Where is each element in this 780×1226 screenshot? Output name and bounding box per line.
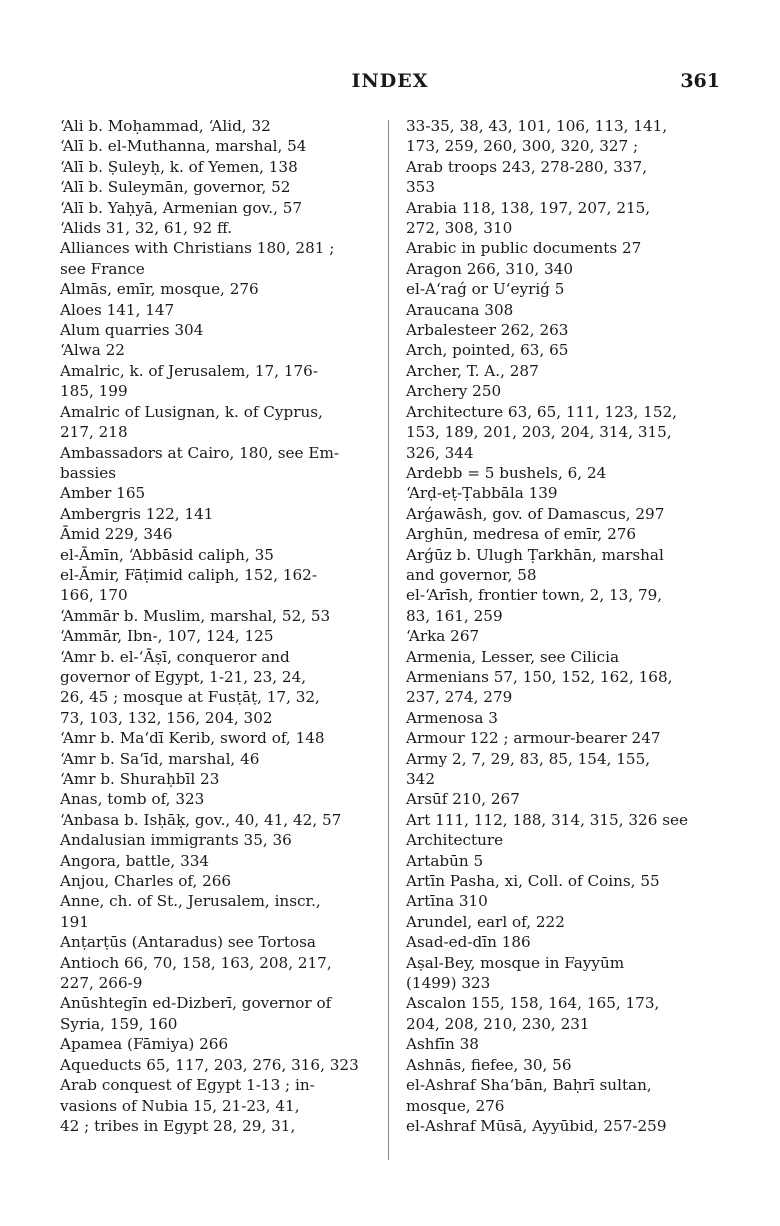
index-line: vasions of Nubia 15, 21-23, 41, (60, 1096, 300, 1115)
index-line: 326, 344 (406, 443, 474, 462)
index-line: Arab conquest of Egypt 1-13 ; in- (60, 1076, 315, 1095)
index-column-right (406, 116, 724, 1136)
index-line: Art 111, 112, 188, 314, 315, 326 see (406, 810, 688, 829)
index-line: Amalric of Lusignan, k. of Cyprus, (60, 402, 323, 421)
index-line: el-Aʻraǵ or Uʻeyriǵ 5 (406, 280, 565, 299)
index-line: Angora, battle, 334 (60, 851, 210, 870)
index-line: 173, 259, 260, 300, 320, 327 ; (406, 137, 639, 156)
index-line: el-Āmīn, ʻAbbāsid caliph, 35 (60, 545, 274, 564)
index-line: 185, 199 (60, 382, 128, 401)
index-line: 272, 308, 310 (406, 219, 513, 238)
index-line: ʻAlī b. Ṣuleyḥ, k. of Yemen, 138 (60, 157, 298, 176)
index-line: Armour 122 ; armour-bearer 247 (406, 729, 661, 748)
index-line: Ambassadors at Cairo, 180, see Em- (60, 443, 339, 462)
index-line: Ashfīn 38 (406, 1035, 479, 1054)
index-line: Architecture 63, 65, 111, 123, 152, (406, 402, 677, 421)
index-line: Ambergris 122, 141 (60, 504, 214, 523)
index-line: Alliances with Christians 180, 281 ; (60, 239, 335, 258)
index-line: 83, 161, 259 (406, 606, 503, 625)
index-line: ʻAmmār b. Muslim, marshal, 52, 53 (60, 606, 331, 625)
index-line: and governor, 58 (406, 565, 537, 584)
index-line: Andalusian immigrants 35, 36 (60, 831, 292, 850)
index-line: Arab troops 243, 278-280, 337, (406, 157, 648, 176)
index-line: ʻAmr b. el-ʻĀṣī, conqueror and (60, 647, 290, 666)
index-line: ʻAnbasa b. Isḥāḳ, gov., 40, 41, 42, 57 (60, 810, 342, 829)
index-line: Almās, emīr, mosque, 276 (60, 280, 259, 299)
index-line: ʻAlī b. Suleymān, governor, 52 (60, 178, 291, 197)
index-line: Armenia, Lesser, see Cilicia (406, 647, 620, 666)
page-header (60, 70, 720, 100)
index-line: mosque, 276 (406, 1096, 505, 1115)
index-line: Ascalon 155, 158, 164, 165, 173, (406, 994, 660, 1013)
index-line: ʻAmr b. Shuraḥbīl 23 (60, 770, 220, 788)
index-line: Ashnās, fiefee, 30, 56 (406, 1055, 572, 1074)
index-line: Arch, pointed, 63, 65 (406, 341, 569, 360)
index-line: Architecture (406, 831, 504, 850)
index-line: ʻAmr b. Maʻdī Kerib, sword of, 148 (60, 729, 325, 748)
index-line: 191 (60, 912, 89, 931)
index-line: Antioch 66, 70, 158, 163, 208, 217, (60, 953, 332, 972)
index-line: Asad-ed-dīn 186 (406, 933, 531, 952)
index-line: ʻAmr b. Saʻīd, marshal, 46 (60, 749, 260, 768)
index-line: Anṭarṭūs (Antaradus) see Tortosa (60, 933, 316, 952)
index-line: 42 ; tribes in Egypt 28, 29, 31, (60, 1116, 296, 1135)
index-line: Artīn Pasha, xi, Coll. of Coins, 55 (406, 872, 660, 891)
index-line: Arǵūz b. Ulugh Ṭarkhān, marshal (406, 545, 664, 564)
index-line: Artabūn 5 (406, 851, 484, 870)
index-line: Aloes 141, 147 (60, 300, 175, 319)
index-line: Army 2, 7, 29, 83, 85, 154, 155, (406, 749, 651, 768)
index-line: ʻAlids 31, 32, 61, 92 ff. (60, 219, 233, 238)
index-line: ʻAmmār, Ibn-, 107, 124, 125 (60, 627, 274, 646)
index-line: 153, 189, 201, 203, 204, 314, 315, (406, 423, 672, 442)
index-line: el-Āmir, Fāṭimid caliph, 152, 162- (60, 565, 317, 584)
index-line: 217, 218 (60, 423, 128, 442)
index-line: Archery 250 (406, 382, 502, 401)
index-line: Armenians 57, 150, 152, 162, 168, (406, 667, 673, 686)
index-line: Arǵawāsh, gov. of Damascus, 297 (406, 504, 665, 523)
index-line: Aragon 266, 310, 340 (406, 259, 574, 278)
index-line: ʻArḍ-eṭ-Ṭabbāla 139 (406, 484, 558, 503)
index-line: Arabic in public documents 27 (406, 239, 642, 258)
page-number: 361 (680, 70, 720, 92)
index-line: Apamea (Fāmiya) 266 (60, 1035, 229, 1054)
index-line: Alum quarries 304 (60, 321, 204, 340)
index-line: see France (60, 259, 145, 278)
index-line: Arghūn, medresa of emīr, 276 (406, 525, 637, 544)
index-line: el-Ashraf Shaʻbān, Baḥrī sultan, (406, 1076, 652, 1095)
index-line: Aqueducts 65, 117, 203, 276, 316, 323 (60, 1055, 359, 1074)
index-line: Arbalesteer 262, 263 (406, 321, 569, 340)
index-line: Aṣal-Bey, mosque in Fayyūm (406, 953, 625, 972)
index-line: ʻAlī b. el-Muthanna, marshal, 54 (60, 137, 307, 156)
index-line: ʻAlwa 22 (60, 341, 125, 360)
page-title: INDEX (351, 70, 429, 92)
index-line: Arsūf 210, 267 (406, 790, 520, 809)
index-line: 26, 45 ; mosque at Fusṭāṭ, 17, 32, (60, 688, 320, 707)
index-line: Araucana 308 (406, 300, 514, 319)
index-line: 33-35, 38, 43, 101, 106, 113, 141, (406, 117, 668, 135)
index-line: Ardebb = 5 bushels, 6, 24 (406, 463, 607, 482)
index-line: el-ʻArīsh, frontier town, 2, 13, 79, (406, 586, 663, 605)
index-line: Anūshtegīn ed-Dizberī, governor of (60, 994, 332, 1013)
index-line: Amalric, k. of Jerusalem, 17, 176- (60, 361, 318, 380)
index-line: ʻAlī b. Yaḥyā, Armenian gov., 57 (60, 198, 303, 217)
index-line: 73, 103, 132, 156, 204, 302 (60, 708, 273, 727)
index-line: Anne, ch. of St., Jerusalem, inscr., (60, 892, 321, 911)
index-column-left (60, 116, 378, 1136)
index-line: 166, 170 (60, 586, 128, 605)
index-line: ʻAli b. Moḥammad, ʻAlid, 32 (60, 117, 271, 135)
index-line: Artīna 310 (406, 892, 488, 911)
index-line: Anjou, Charles of, 266 (60, 872, 232, 891)
index-line: ʻArka 267 (406, 627, 480, 646)
index-line: 227, 266-9 (60, 974, 143, 993)
index-line: Arabia 118, 138, 197, 207, 215, (406, 198, 651, 217)
column-divider (388, 120, 389, 1160)
index-line: 353 (406, 178, 435, 197)
index-line: 342 (406, 770, 435, 788)
index-line: Armenosa 3 (406, 708, 498, 727)
index-line: Āmid 229, 346 (60, 525, 173, 544)
index-line: Archer, T. A., 287 (406, 361, 539, 380)
index-line: (1499) 323 (406, 974, 491, 993)
index-line: el-Ashraf Mūsā, Ayyūbid, 257-259 (406, 1116, 667, 1135)
index-line: governor of Egypt, 1-21, 23, 24, (60, 667, 307, 686)
index-line: Arundel, earl of, 222 (406, 912, 565, 931)
index-line: Syria, 159, 160 (60, 1014, 178, 1033)
index-line: Amber 165 (60, 484, 146, 503)
index-line: 204, 208, 210, 230, 231 (406, 1014, 590, 1033)
index-line: bassies (60, 463, 117, 482)
index-line: Anas, tomb of, 323 (60, 790, 205, 809)
index-line: 237, 274, 279 (406, 688, 513, 707)
